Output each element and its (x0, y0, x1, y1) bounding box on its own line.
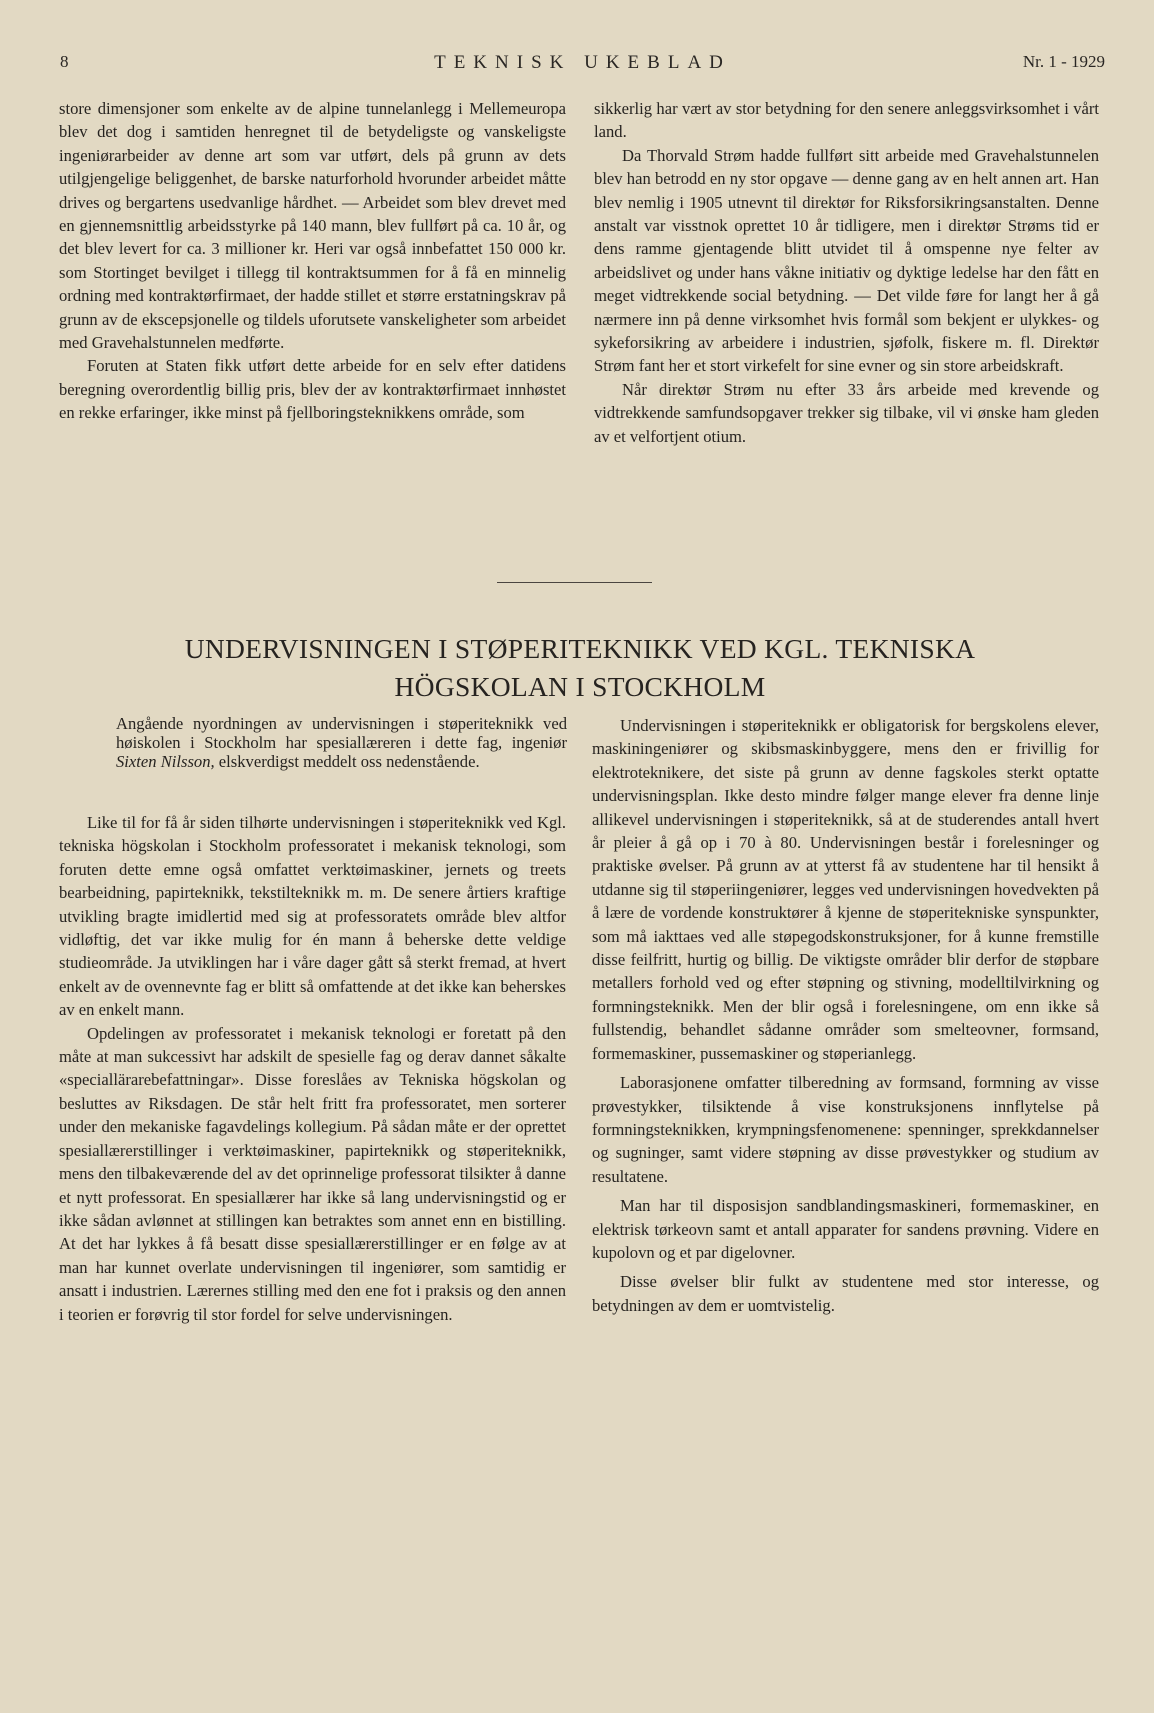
issue-number: Nr. 1 - 1929 (1022, 52, 1105, 71)
section-divider (497, 582, 652, 583)
paragraph: Like til for få år siden tilhørte undervisningen i støperiteknikk ved Kgl. tekniska högskolan i Stockholm professoratet i mekanisk teknologi, som foruten dette emne også omfattet verktøimaskiner, jernets og treets bearbeidning, papirteknikk, tekstilteknikk m. m. De senere årtiers kraftige utvikling bragte imidlertid med sig at professoratets område blev altfor vidløftig, det var ikke mulig for én mann å beherske dette veldige studieområde. Ja utviklingen har i våre dager gått så sterkt fremad, at hvert enkelt av de ovennevnte fag er blitt så omfattende at det ikke kan beherskes av en enkelt mann. (59, 813, 566, 1020)
lead-author: Sixten Nilsson, (116, 752, 215, 771)
paragraph: Undervisningen i støperiteknikk er obligatorisk for bergskolens elever, maskiningeniører og skibsmaskinbyggere, mens den er frivillig for elektroteknikere, det siste på grunn av denne fagskoles sterkt optatte undervisningsplan. Ikke desto mindre følger mange elever fra denne linje allikevel undervisningen i støperiteknikk, så at de studerendes antall hvert år pleier å gå op i 70 à 80. Undervisningen består i forelesninger og praktiske øvelser. På grunn av at ytterst få av studentene har til hensikt å utdanne sig til støperiingeniører, legges ved undervisningen hovedvekten på å lære de vordende konstruktører å kjenne de støperitekniske synspunkter, som må iakttaes ved alle støpegodskonstruksjoner, for å kunne fremstille disse feilfritt, hurtig og billig. De viktigste områder blir derfor de støpbare metallers forhold ved og efter støpning og stivning, modelltilvirkning og formningsteknikk. Men der blir også i forelesningene, om enn ikke så fullstendig, behandlet sådanne områder som smelteovner, formsand, formemaskiner, pussemaskiner og støperianlegg. (592, 716, 1099, 1063)
article-right-column (592, 714, 1099, 1317)
article-left-column (59, 811, 566, 1326)
paragraph: sikkerlig har vært av stor betydning for den senere anleggsvirksomhet i vårt land. (594, 99, 1099, 142)
lead-text: Angående nyordningen av undervisningen i støperiteknikk ved høiskolen i Stockholm har spesiallæreren i dette fag, ingeniør (116, 714, 567, 752)
article-headline (60, 630, 1100, 706)
article-continuation-right-column (594, 97, 1099, 448)
article-continuation-left-column (59, 97, 566, 425)
article-lead (116, 714, 567, 771)
paragraph: Man har til disposisjon sandblandingsmaskineri, formemaskiner, en elektrisk tørkeovn samt et antall apparater for sandens prøvning. Videre en kupolovn og et par digelovner. (592, 1196, 1099, 1262)
page-header (60, 52, 1105, 78)
headline-line: UNDERVISNINGEN I STØPERITEKNIKK VED KGL. TEKNISKA (184, 633, 976, 664)
headline-line: HÖGSKOLAN I STOCKHOLM (394, 671, 766, 702)
paragraph: Når direktør Strøm nu efter 33 års arbeide med krevende og vidtrekkende samfundsopgaver trekker sig tilbake, vil vi ønske ham gleden av et velfortjent otium. (594, 379, 1099, 446)
paragraph: Da Thorvald Strøm hadde fullført sitt arbeide med Gravehalstunnelen blev han betrodd en ny stor opgave — denne gang av en helt annen art. Han blev nemlig i 1905 utnevnt til direktør for Riksforsikringsanstalten. Denne anstalt var visstnok oprettet 10 år tidligere, men i direktør Strøms tid er dens ramme gjentagende blitt utvidet til å omspenne nye felter av arbeidslivet og under hans våkne initiativ og dyktige ledelse har den fått en meget vidtrekkende social betydning. — Det vilde føre for langt her å gå nærmere inn på denne virksomhet hvis formål som bekjent er ulykkes- og sykeforsikring av arbeidere i industrien, sjøfolk, fiskere m. fl. Direktør Strøm fant her et stort virkefelt for sine evner og sin store arbeidskraft. (594, 145, 1099, 376)
paragraph: Disse øvelser blir fulkt av studentene med stor interesse, og betydningen av dem er uomtvistelig. (592, 1272, 1099, 1315)
lead-tail: elskverdigst meddelt oss nedenstående. (218, 752, 480, 771)
paragraph: Laborasjonene omfatter tilberedning av formsand, formning av visse prøvestykker, tilsiktende å vise konstruksjonens innflytelse på formningsteknikken, krympningsfenomenene: spenninger, sprekkdannelser og sugninger, samt videre støpning av disse prøvestykker og studium av resultatene. (592, 1073, 1099, 1186)
paragraph: Opdelingen av professoratet i mekanisk teknologi er foretatt på den måte at man sukcessivt har adskilt de spesielle fag og derav dannet såkalte «speciallärarebefattningar». Disse foreslåes av Tekniska högskolan og besluttes av Riksdagen. De står helt fritt fra professoratet, men sorterer under den mekaniske fagavdelings kollegium. På sådan måte er der oprettet spesiallærerstillinger i verktøimaskiner, papirteknikk og støperiteknikk, mens den tilbakeværende del av det oprinnelige professorat tilsikter å danne et nytt professorat. En spesiallærer har ikke så lang undervisningstid og er ikke sådan avlønnet at stillingen kan betraktes som annet enn en bistilling. At det har lykkes å få besatt disse spesiallærerstillinger er en følge av at man har kunnet overlate undervisningen til ingeniører, som samtidig er ansatt i industrien. Lærernes stilling med den ene fot i praksis og den annen i teorien er forøvrig til stor fordel for selve undervisningen. (59, 1023, 566, 1324)
paragraph: Foruten at Staten fikk utført dette arbeide for en selv efter datidens beregning overordentlig billig pris, blev der av kontraktørfirmaet innhøstet en rekke erfaringer, ikke minst på fjellboringsteknikkens område, som (59, 356, 566, 423)
page-number: 8 (60, 52, 69, 71)
journal-title: TEKNISK UKEBLAD (434, 52, 731, 73)
paragraph: store dimensjoner som enkelte av de alpine tunnelanlegg i Mellemeuropa blev det dog i samtiden henregnet til de betydeligste og vanskeligste ingeniørarbeider av denne art som var utført, dels på grunn av dets utilgjengelige beliggenhet, de barske naturforhold hvorunder arbeidet måtte drives og bergartens usedvanlige hårdhet. — Arbeidet som blev drevet med en gjennemsnittlig arbeidsstyrke på 140 mann, blev fullført på ca. 10 år, og det blev levert for ca. 3 millioner kr. Heri var også innbefattet 150 000 kr. som Stortinget bevilget i tillegg til kontraktsummen for å få en minnelig ordning med kontraktørfirmaet, der hadde stillet et større erstatningskrav på grunn av de ekscepsjonelle og tildels uforutsete vanskeligheter som arbeidet med Gravehalstunnelen medførte. (59, 99, 566, 353)
